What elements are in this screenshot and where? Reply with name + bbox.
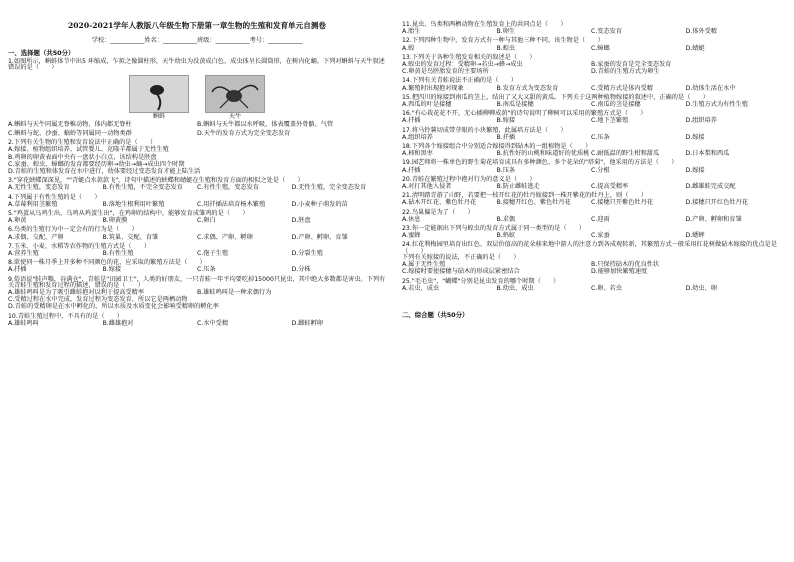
option-d: D.蟋蟀 — [685, 232, 705, 240]
question-item — [402, 111, 780, 124]
left-column — [8, 22, 386, 330]
option-c: C.有性生殖，变态发育 — [197, 184, 259, 192]
option-b: B.鸡卵的卵黄表面中央有一盘状小白点，该结构是胚盘 — [8, 153, 157, 161]
option-a: A.休息 — [402, 215, 421, 223]
option-c: C.压条 — [591, 133, 610, 141]
question-item — [402, 78, 780, 91]
option-b: B.嫁接 — [496, 117, 516, 125]
question-item — [402, 144, 780, 157]
option-b: B.防止雌蛙逃走 — [496, 183, 540, 191]
option-d: D.组织培养 — [685, 117, 717, 125]
question-stem: 15.把四川的嫁接到南瓜的茎上，结出了又大又甜的黄瓜。下列关于这两种植物嫁接的叙述中，正确的是（ ） — [402, 93, 709, 101]
option-d: D.嫁接 — [685, 133, 705, 141]
question-stem: 2.下列有关生物的生殖和发育说法中正确的是（ ） — [8, 139, 157, 147]
option-a: A.胎生 — [402, 28, 421, 36]
option-c: C.用扦插法培育杨木繁殖 — [197, 200, 266, 208]
question-stem: 下列有关嫁接的说法，不正确的是（ ） — [402, 253, 520, 261]
option-d: D.雌蛙孵卵 — [291, 319, 323, 327]
question-item — [402, 177, 780, 190]
section-heading-choice: 一、选择题（共50分） — [8, 48, 75, 57]
option-a: A.嫁接、植物组织培养、试管婴儿、克隆羊都属于无性生殖 — [8, 146, 169, 154]
question-stem: 3."穿花蛱蝶深深见，""青蜓点水款款飞"。诗句中描述的蛱蝶和蜻蜓在生殖和发育方面的相似之处是（ ） — [8, 177, 304, 185]
question-item — [8, 244, 386, 257]
option-b: B.压条 — [496, 166, 516, 174]
option-b: B.幼虫、成虫 — [496, 284, 534, 292]
figure-caption-beetle: 天牛 — [228, 112, 242, 120]
option-a: A.扦插 — [402, 117, 421, 125]
question-options — [8, 122, 386, 128]
option-d: D.青蛙的受精卵是在水中孵化的，所以水质及水质变化会影响受精卵的孵化率 — [8, 303, 219, 311]
option-a: A.若虫、成虫 — [402, 284, 440, 292]
option-b: B.筑巢、交配、育雏 — [102, 233, 159, 241]
option-a: A.属于无性生殖 — [402, 261, 446, 269]
question-item — [402, 38, 780, 51]
question-item — [402, 210, 780, 223]
option-a: A.柿和黑枣 — [402, 150, 433, 158]
question-item — [8, 178, 386, 191]
option-a: A.求偶、交配、产卵 — [8, 233, 64, 241]
question-stem: 23.你一定能据出下列与蝗虫的发育方式属于同一类型的是（ ） — [402, 225, 586, 233]
option-c: C.求偶、产卵、孵卵 — [197, 233, 253, 241]
option-d: D.产卵、孵卵和育雏 — [685, 215, 742, 223]
question-item — [8, 140, 386, 175]
option-b: B.雄蛙鸣叫是一种求偶行为 — [197, 289, 272, 297]
option-a: A.蝌蚪与天牛同属无脊椎动物，体内都无脊柱 — [8, 120, 132, 128]
option-d: D.接穗只开红色牡丹花 — [685, 199, 748, 207]
question-stem: 14.下列有关青蛙说法不正确的是（ ） — [402, 77, 518, 85]
question-stem: 19.园艺师将一株单色的野生菊花培育成具有多种颜色、多个花朵的"塔菊"，他采用的方法是（ ） — [402, 159, 678, 167]
figure-row — [8, 75, 386, 120]
option-d: D.青蛙的生殖和体发育在水中进行，幼体要经过变态发育才能上陆生活 — [8, 168, 201, 176]
question-item — [8, 195, 386, 208]
page-title: 2020-2021学年人教版八年级生物下册第一章生物的生殖和发育单元自测卷 — [67, 21, 327, 30]
option-b: B.发育方式为变态发育 — [496, 84, 559, 92]
option-d: D.体外受精 — [685, 28, 717, 36]
figure-caption-tadpole: 蝌蚪 — [152, 112, 166, 120]
question-stem: 10.青蛙生殖过程中，不具有的是（ ） — [8, 312, 124, 320]
option-b: B.雌雄抱对 — [102, 319, 134, 327]
option-a: A.无性生殖，变态发育 — [8, 184, 70, 192]
figure-tadpole — [129, 75, 189, 120]
option-c: C.蟑螂 — [591, 44, 610, 52]
option-c: C.卵、若虫 — [591, 284, 623, 292]
option-b: B.有性生殖，不完全变态发育 — [102, 184, 183, 192]
option-a: A.对打其他入侵者 — [402, 183, 452, 191]
option-c: C.变态发育 — [591, 28, 623, 36]
option-b: B.卵黄膜 — [102, 217, 128, 225]
option-d: D.青蛙的生殖方式为卵生 — [591, 68, 660, 76]
option-c: C.南瓜的茎是接穗 — [591, 101, 641, 109]
option-a: A.扦插 — [8, 266, 27, 274]
question-item — [8, 314, 386, 327]
option-d: D.产卵、孵卵、育雏 — [291, 233, 348, 241]
option-c: C.受精过程在水中完成，发育过程为变态发育，所以它是两栖动物 — [8, 296, 188, 304]
question-stem: 22.鸟巢偏是为了（ ） — [402, 208, 474, 216]
option-c: C.受精方式是体内受精 — [591, 84, 653, 92]
question-item — [402, 279, 780, 292]
option-b: B.蚂蚁 — [496, 232, 516, 240]
option-c: C.家蚕 — [591, 232, 610, 240]
question-stem: 17.将马铃薯切成带芽眼的小块繁殖，此属培方法是（ ） — [402, 126, 567, 134]
question-stem: 7.玉米、小麦、水稻等农作物的生殖方式是（ ） — [8, 242, 151, 250]
option-b: B.南瓜是接穗 — [496, 101, 534, 109]
option-a: A.蜜蜂 — [402, 232, 421, 240]
option-a: A.西瓜的叶是接穗 — [402, 101, 452, 109]
option-b: B.只保持砧木的优良性状 — [591, 261, 660, 269]
option-b: B.蝌蚪与天牛都以水呼吸，体表覆盖外骨骼、气管 — [197, 120, 334, 128]
question-stem: 1.如图所示，蝌蚪体节中出5 环缩成，乍拟之像圆柱形，天牛幼虫为没黄成白色，成虫体呈长圆筒形，在树内化蛹。下列对蝌蚪与天牛叙述错误的是（ ） — [8, 58, 385, 72]
option-c: C.蝌蚪与蛇、沙蚕、蜗蛉等同属同一动物类群 — [8, 130, 132, 138]
option-a: A.蝗虫的发育过程：受精卵→若虫→蜂→成虫 — [402, 61, 523, 69]
question-item — [402, 160, 780, 173]
option-c: C.孢子生殖 — [197, 250, 229, 258]
question-item — [402, 226, 780, 239]
option-c: C.家蚕、蝗虫、蟑螂的发育都要经历卵→幼虫→蛹→成虫四个时期 — [8, 160, 185, 168]
tadpole-photo — [129, 75, 189, 113]
option-a: A.组织培养 — [402, 133, 433, 141]
option-b: B.蝗虫 — [496, 44, 516, 52]
option-b: B.有性生殖 — [102, 250, 134, 258]
option-d: D.生殖方式为有性生殖 — [685, 101, 748, 109]
option-a: A.繁殖时出现抱对现象 — [402, 84, 464, 92]
option-a: A.草莓利用茎繁殖 — [8, 200, 58, 208]
option-a: A.雄蛙鸣叫 — [8, 319, 39, 327]
question-stem: 8.欲使同一株月季上开多种不同颜色的花，应采取的繁殖方法是（ ） — [8, 259, 206, 267]
option-a: A.雄蛙鸣叫是为了吸引雌蛙抱对以利于提高受精率 — [8, 289, 145, 297]
option-a: A.卵黄 — [8, 217, 27, 225]
question-stem: 11.昆虫、鸟类和两栖动物在生殖发育上的共同点是（ ） — [402, 21, 567, 28]
option-d: D.胚盘 — [291, 217, 311, 225]
question-stem: 16."有心栽花花不开，无心插柳柳成荫"的诗句说明了柳树可以采用的繁殖方式是（ ） — [402, 110, 647, 118]
option-d: D.蜻蜓 — [685, 44, 705, 52]
option-d: D.小麦种子萌发的苗 — [291, 200, 348, 208]
option-c: C.地下茎繁殖 — [591, 117, 629, 125]
question-item — [402, 193, 780, 206]
question-stem: 24.扛花利梅园里培育出红色、双层价值高的花朵移来地中游人的注意力到各成观转新，其繁殖方式一般采用扛花树做砧木嫁接的优点是是（ ） — [402, 241, 777, 255]
question-stem: 21.清明踏青游了山野，若要把一枝开红花的牡丹嫁接到一株开紫花的牡丹上，则（ ） — [402, 192, 647, 200]
question-item — [402, 95, 780, 108]
question-options — [8, 131, 386, 137]
option-c: C.耐低温的野生柑和甜瓜 — [591, 150, 660, 158]
option-d: D.幼虫、卵 — [685, 284, 717, 292]
option-c: C.压条 — [197, 266, 216, 274]
option-c: C.迎雨 — [591, 215, 610, 223]
option-a: A.砧木开红花、紫色牡丹花 — [402, 199, 477, 207]
question-stem: 6.鸟类的生殖行为中一定会有的行为是（ ） — [8, 226, 138, 234]
option-a: A.营养生殖 — [8, 250, 39, 258]
option-d: D.能够加快繁殖速度 — [591, 268, 648, 276]
option-b: B.家蚕的发育是完全变态发育 — [591, 61, 672, 69]
question-stem: 18.下列各个嫁接组合中分别适合嫁接得到砧木的一组植物是（ ） — [402, 143, 592, 151]
beetle-photo — [205, 75, 265, 113]
option-b: B.求偶 — [496, 215, 516, 223]
option-b: B.落地生根利用叶繁殖 — [102, 200, 165, 208]
option-c: C.嫁接时要使接穗与砧木的形成层紧密结合 — [402, 268, 520, 276]
question-stem: 5."鸡蛋从乌鸡生出，乌鸡从鸡蛋生出"，在鸡卵的结构中，能够发育成雏鸡的是（ ） — [8, 210, 249, 218]
option-c: C.接穗只开紫色牡丹花 — [591, 199, 653, 207]
option-a: A.扦插 — [402, 166, 421, 174]
question-item — [402, 22, 780, 35]
question-item — [8, 277, 386, 311]
option-b: B.抗性好的山桃和味道好的优质桃 — [496, 150, 590, 158]
option-d: D.分裂生殖 — [291, 250, 323, 258]
option-c: C.卵白 — [197, 217, 216, 225]
option-d: D.天牛的发育方式为完全变态发育 — [197, 130, 291, 138]
option-c: C.水中受精 — [197, 319, 229, 327]
option-d: D.分株 — [291, 266, 311, 274]
option-d: D.嫁接 — [685, 166, 705, 174]
question-item — [8, 260, 386, 273]
option-b: B.卵生 — [496, 28, 516, 36]
student-info-line: 学校：___________姓名：___________班级：___________考号：___________ — [91, 36, 303, 44]
option-b: B.嫁接 — [102, 266, 122, 274]
question-item — [402, 242, 780, 275]
question-item — [402, 55, 780, 76]
section-heading-comprehensive: 二、综合题（共50分） — [402, 310, 469, 319]
question-item — [402, 128, 780, 141]
option-a: A.蝗 — [402, 44, 415, 52]
option-c: C.提高受精率 — [591, 183, 629, 191]
question-item — [8, 227, 386, 240]
question-item — [8, 211, 386, 224]
question-stem: 13.下列关于各种生殖发育相关的叙述是（ ） — [402, 53, 536, 61]
option-d: D.日本梨和西瓜 — [685, 150, 730, 158]
question-item — [8, 59, 386, 71]
option-c: C.分根 — [591, 166, 610, 174]
option-d: D.幼体生活在水中 — [685, 84, 736, 92]
right-column — [402, 22, 780, 321]
option-b: B.接穗开红色、紫色牡丹花 — [496, 199, 571, 207]
option-d: D.雌雄蛙完成交配 — [685, 183, 736, 191]
option-c: C.卵黄是鸟胚胎发育的主要场所 — [402, 68, 489, 76]
question-stem: 9.俗语说"蛙声嗡，谷满仓"，青蛙是"田园卫士"，人类的好朋友，一只青蛙一年平均要吃掉15000只昆虫，其中绝大多数都是害虫。下列有关青蛙生殖和发育过程的描述，错误的是（ ） — [8, 275, 386, 289]
option-d: D.无性生殖，完全变态发育 — [291, 184, 367, 192]
figure-beetle — [205, 75, 265, 120]
question-stem: 12.下列四种生物中，发育方式有一种与其他三种不同，该生物是（ ） — [402, 37, 604, 45]
option-b: B.扦插 — [496, 133, 516, 141]
question-stem: 25."毛毛虫"、"蝴蝶"分别是昆虫发育的哪个时期（ ） — [402, 277, 560, 285]
question-stem: 20.青蛙在繁殖过程中抱对行为的意义是（ ） — [402, 175, 536, 183]
question-stem: 4.下列属于有性生殖的是（ ） — [8, 193, 101, 201]
